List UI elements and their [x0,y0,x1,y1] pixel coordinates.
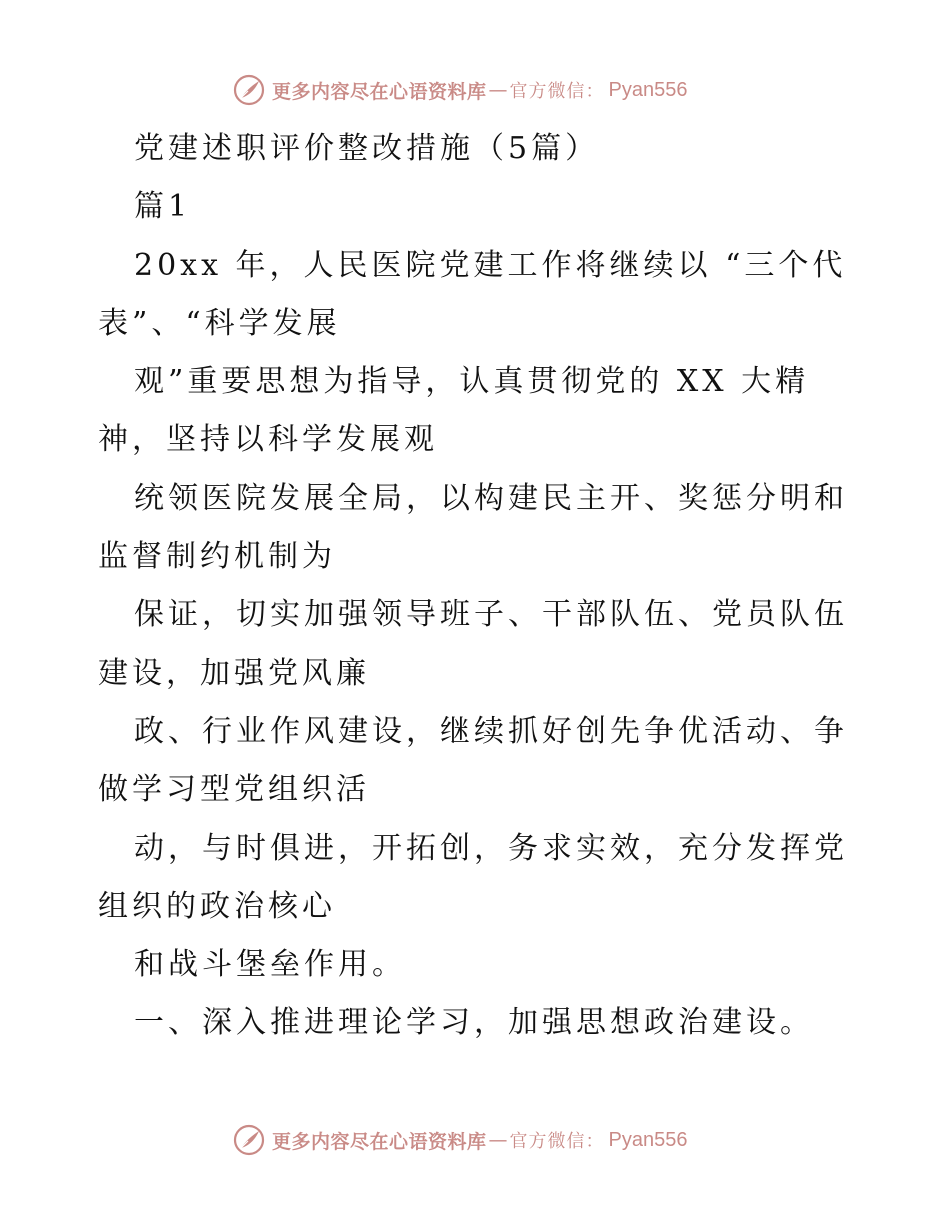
paragraph-line: 做学习型党组织活 [98,772,370,808]
banner-wechat-label: 官方微信： [509,81,605,102]
paragraph-line: 动，与时俱进，开拓创，务求实效，充分发挥党 [134,830,848,866]
banner-brand-text: 更多内容尽在心语资料库 [272,1130,487,1153]
subsection-heading: 一、深入推进理论学习，加强思想政治建设。 [134,1005,814,1041]
paragraph-line: 保证，切实加强领导班子、干部队伍、党员队伍 [134,597,848,633]
banner-wechat-id: Pyan556 [608,1128,688,1151]
banner-separator: — [488,79,508,101]
quill-pen-logo-icon [232,1123,266,1157]
banner-wechat-id: Pyan556 [608,78,688,101]
section-heading: 篇1 [134,189,192,225]
banner-separator: — [488,1129,508,1151]
paragraph-line: 组织的政治核心 [98,888,336,924]
document-title: 党建述职评价整改措施（5篇） [134,131,600,166]
header-watermark-banner [232,72,752,108]
paragraph-line: 建设，加强党风廉 [98,655,370,691]
banner-brand-text: 更多内容尽在心语资料库 [272,80,487,103]
paragraph-line: 监督制约机制为 [98,539,336,575]
quill-pen-logo-icon [232,73,266,107]
paragraph-line: 和战斗堡垒作用。 [134,947,406,983]
paragraph-line: 表”、“科学发展 [98,305,341,341]
paragraph-line: 观”重要思想为指导，认真贯彻党的 XX 大精 [134,364,810,400]
paragraph-line: 20xx 年，人民医院党建工作将继续以 “三个代 [134,247,847,283]
banner-wechat-label: 官方微信： [509,1131,605,1152]
document-body [0,120,950,1053]
footer-watermark-banner [232,1122,752,1158]
paragraph-line: 政、行业作风建设，继续抓好创先争优活动、争 [134,713,848,749]
paragraph-line: 统领医院发展全局，以构建民主开、奖惩分明和 [134,480,848,516]
paragraph-line: 神，坚持以科学发展观 [98,422,438,458]
